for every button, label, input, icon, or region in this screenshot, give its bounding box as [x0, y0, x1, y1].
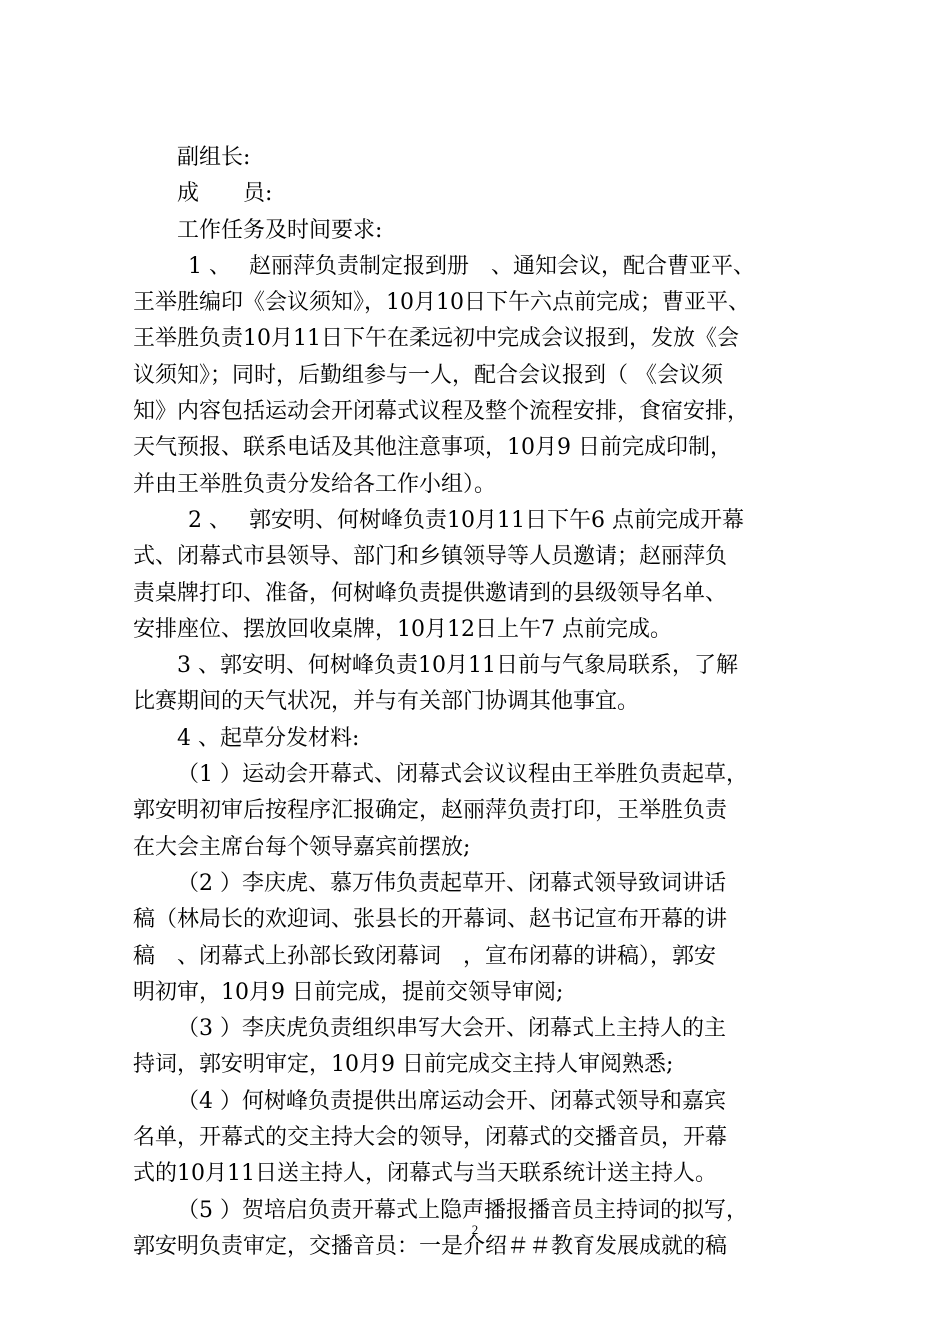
document-body [133, 140, 833, 1265]
text-line: 式、闭幕式市县领导、部门和乡镇领导等人员邀请；赵丽萍负 [133, 544, 728, 570]
text-line: 明初审，10月9 日前完成，提前交领导审阅; [133, 979, 564, 1005]
text-line: 式的10月11日送主持人，闭幕式与当天联系统计送主持人。 [133, 1161, 717, 1187]
text-line: （3 ）李庆虎负责组织串写大会开、闭幕式上主持人的主 [177, 1016, 726, 1042]
text-line: 王举胜编印《会议须知》，10月10日下午六点前完成；曹亚平、 [133, 290, 750, 316]
text-line: （2 ）李庆虎、慕万伟负责起草开、闭幕式领导致词讲话 [177, 870, 726, 896]
text-line: 议须知》；同时，后勤组参与一人，配合会议报到（ 《会议须 [133, 362, 723, 388]
text-line: 郭安明负责审定，交播音员：一是介绍＃＃教育发展成就的稿 [133, 1233, 728, 1259]
text-line: 2 、 郭安明、何树峰负责10月11日下午6 点前完成开幕 [188, 507, 744, 533]
text-line: （1 ）运动会开幕式、闭幕式会议议程由王举胜负责起草， [177, 762, 748, 788]
text-line: 持词，郭安明审定，10月9 日前完成交主持人审阅熟悉; [133, 1052, 674, 1078]
text-line: （5 ）贺培启负责开幕式上隐声播报播音员主持词的拟写， [177, 1197, 748, 1223]
text-line: 郭安明初审后按程序汇报确定，赵丽萍负责打印，王举胜负责 [133, 798, 728, 824]
text-line: 副组长: [177, 145, 251, 170]
text-line: 名单，开幕式的交主持大会的领导，闭幕式的交播音员，开幕 [133, 1125, 728, 1151]
text-line: 稿 、闭幕式上孙部长致闭幕词 ，宣布闭幕的讲稿），郭安 [133, 943, 717, 969]
text-line: 稿（林局长的欢迎词、张县长的开幕词、赵书记宣布开幕的讲 [133, 907, 728, 933]
text-line: 比赛期间的天气状况，并与有关部门协调其他事宜。 [133, 689, 640, 715]
text-line: 工作任务及时间要求: [177, 217, 383, 243]
text-line: 在大会主席台每个领导嘉宾前摆放; [133, 834, 471, 860]
text-line: 天气预报、联系电话及其他注意事项，10月9 日前完成印制， [133, 435, 732, 461]
text-line: 成 员: [177, 181, 273, 207]
text-line: 并由王举胜负责分发给各工作小组）。 [133, 471, 497, 497]
text-line: 知》内容包括运动会开闭幕式议程及整个流程安排，食宿安排， [133, 399, 750, 425]
text-line: 4 、起草分发材料: [177, 725, 360, 751]
text-line: 安排座位、摆放回收桌牌，10月12日上午7 点前完成。 [133, 616, 672, 642]
text-line: 1 、 赵丽萍负责制定报到册 、通知会议，配合曹亚平、 [188, 253, 755, 279]
text-line: 责桌牌打印、准备，何树峰负责提供邀请到的县级领导名单、 [133, 580, 728, 606]
page-number: 2 [471, 1222, 479, 1237]
text-line: 3 、郭安明、何树峰负责10月11日前与气象局联系，了解 [177, 653, 738, 679]
text-line: （4 ）何树峰负责提供出席运动会开、闭幕式领导和嘉宾 [177, 1088, 726, 1114]
text-line: 王举胜负责10月11日下午在柔远初中完成会议报到，发放《会 [133, 326, 739, 352]
